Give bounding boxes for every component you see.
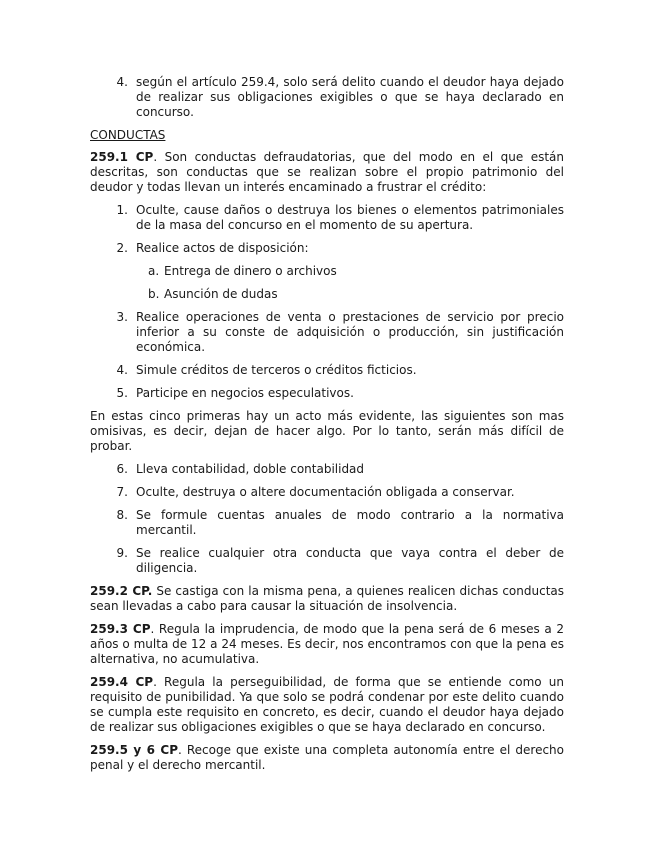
list-item <box>90 485 564 500</box>
list-number: 2 . <box>90 241 128 256</box>
article-ref: 259.5 y 6 CP <box>90 743 178 757</box>
list-item <box>90 508 564 538</box>
list-item <box>90 75 564 120</box>
list-item <box>90 546 564 576</box>
article-ref: 259.2 CP. <box>90 584 153 598</box>
list-item <box>90 462 564 477</box>
paragraph-text: Se castiga con la misma pena, a quienes realicen dichas conductas sean llevadas a cabo para causar la situación de insolvencia. <box>90 584 565 613</box>
list-item <box>90 203 564 233</box>
sublist-item-text: Entrega de dinero o archivos <box>164 264 337 278</box>
list-number: 4 . <box>90 75 128 120</box>
list-number: 5 . <box>90 386 128 401</box>
intro-paragraph <box>90 150 564 195</box>
list-number: 9 . <box>90 546 128 576</box>
list-number: 3 . <box>90 310 128 355</box>
paragraph-259-5-6 <box>90 743 564 773</box>
paragraph-259-3 <box>90 622 564 667</box>
article-ref: 259.4 CP <box>90 675 154 689</box>
paragraph-text: . Regula la perseguibilidad, de forma que se entiende como un requisito de punibilidad. Ya que solo se podrá condenar por este delito cuando se cumpla este requisito en concreto, es decir, cuando el deudor haya dejado de realizar sus obligaciones exigibles o que se haya declarado en concurso. <box>90 675 564 734</box>
sublist-item <box>90 264 564 279</box>
list-item-text: Oculte, destruya o altere documentación obligada a conservar. <box>136 485 515 499</box>
list-item-text: Lleva contabilidad, doble contabilidad <box>136 462 365 476</box>
paragraph-259-4 <box>90 675 564 735</box>
sublist-letter: a . <box>148 264 164 279</box>
list-number: 7 . <box>90 485 128 500</box>
paragraph-259-2 <box>90 584 564 614</box>
sublist-letter: b . <box>148 287 164 302</box>
list-item <box>90 241 564 256</box>
list-number: 4 . <box>90 363 128 378</box>
sublist-item <box>90 287 564 302</box>
sublist-item-text: Asunción de dudas <box>164 287 278 301</box>
article-ref: 259.3 CP <box>90 622 151 636</box>
list-item-text: Se realice cualquier otra conducta que vaya contra el deber de diligencia. <box>136 546 564 575</box>
list-item <box>90 310 564 355</box>
list-item-text: Realice operaciones de venta o prestaciones de servicio por precio inferior a su conste de adquisición o producción, sin justificación económica. <box>136 310 564 354</box>
list-item-text: Se formule cuentas anuales de modo contrario a la normativa mercantil. <box>136 508 564 537</box>
list-item-text: Realice actos de disposición: <box>136 241 309 255</box>
list-item-text: Simule créditos de terceros o créditos ficticios. <box>136 363 417 377</box>
list-item <box>90 363 564 378</box>
list-number: 6 . <box>90 462 128 477</box>
list-number: 8 . <box>90 508 128 538</box>
middle-paragraph: En estas cinco primeras hay un acto más evidente, las siguientes son mas omisivas, es decir, dejan de hacer algo. Por lo tanto, serán más difícil de probar. <box>90 409 564 453</box>
paragraph-text: . Regula la imprudencia, de modo que la pena será de 6 meses a 2 años o multa de 12 a 24 meses. Es decir, nos encontramos con que la pena es alternativa, no acumulativa. <box>90 622 564 666</box>
document-page <box>90 75 564 781</box>
paragraph-text: . Recoge que existe una completa autonomía entre el derecho penal y el derecho mercantil. <box>90 743 564 772</box>
list-item-text: Oculte, cause daños o destruya los bienes o elementos patrimoniales de la masa del concurso en el momento de su apertura. <box>136 203 564 232</box>
list-item-text: según el artículo 259.4, solo será delito cuando el deudor haya dejado de realizar sus obligaciones exigibles o que se haya declarado en concurso. <box>136 75 564 119</box>
list-item <box>90 386 564 401</box>
paragraph-text: . Son conductas defraudatorias, que del modo en el que están descritas, son conductas que se realizan sobre el propio patrimonio del deudor y todas llevan un interés encaminado a frustrar el crédito: <box>90 150 564 194</box>
list-item-text: Participe en negocios especulativos. <box>136 386 354 400</box>
article-ref: 259.1 CP <box>90 150 154 164</box>
list-number: 1 . <box>90 203 128 233</box>
section-heading: CONDUCTAS <box>90 128 166 142</box>
